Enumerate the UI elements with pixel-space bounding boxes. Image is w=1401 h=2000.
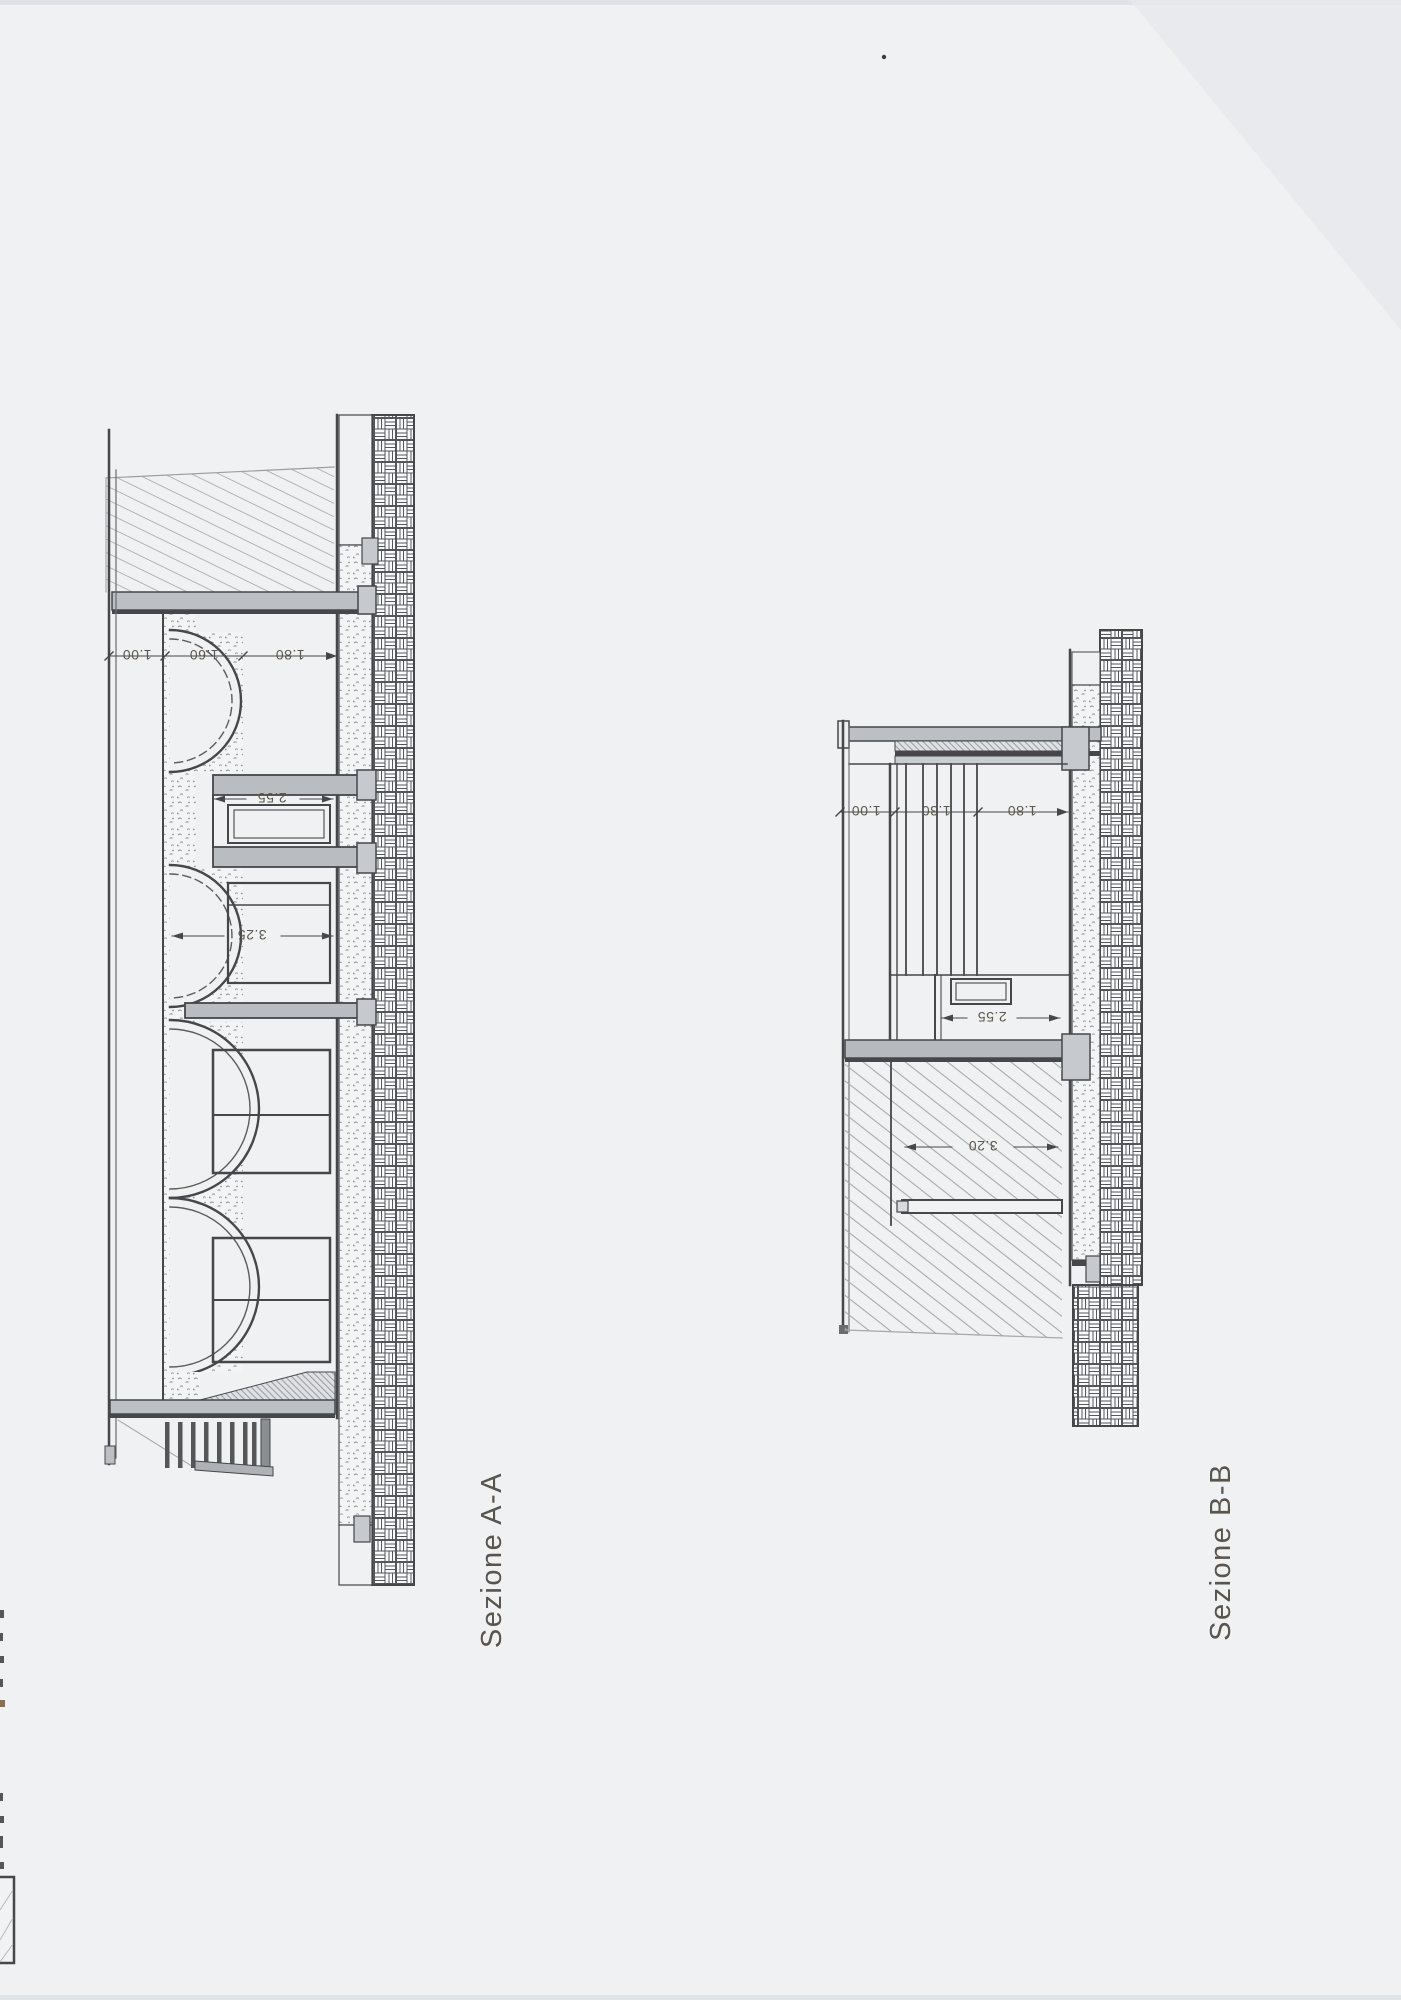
basketweave-wall-hatch bbox=[1100, 630, 1142, 1285]
left-edge-clipped-text-marks bbox=[0, 1610, 5, 1869]
section-a-drawing bbox=[105, 415, 508, 1648]
section-b-title: Sezione B-B bbox=[1205, 1463, 1237, 1641]
dim-chain-b bbox=[836, 803, 1068, 819]
dim-label-b3: 1.80 bbox=[1007, 803, 1037, 819]
dim-label-b-ground: 3.20 bbox=[968, 1138, 998, 1154]
dim-label-a2: 1.60 bbox=[189, 647, 219, 663]
window-mullions-b bbox=[890, 764, 1070, 1040]
section-a-title: Sezione A-A bbox=[476, 1471, 508, 1649]
room-b bbox=[935, 975, 1011, 1040]
dim-room-b bbox=[942, 1009, 1060, 1025]
dim-label-a-vault: 3.25 bbox=[237, 927, 267, 943]
section-b-drawing bbox=[836, 630, 1237, 1641]
wall-lining-stipple bbox=[339, 545, 372, 1525]
paper-speck bbox=[882, 55, 886, 59]
basketweave-foundation-hatch bbox=[1073, 1285, 1138, 1426]
terrain-hatch-a bbox=[106, 467, 334, 592]
dim-label-a3: 1.80 bbox=[275, 647, 305, 663]
dim-label-b2: 1.30 bbox=[921, 803, 951, 819]
stair-railing bbox=[165, 1422, 257, 1468]
legend-box-clipped bbox=[0, 1877, 14, 1963]
entrance-stair-a bbox=[110, 1372, 335, 1476]
basketweave-wall-hatch bbox=[372, 415, 414, 1585]
dim-label-a1: 1.00 bbox=[122, 647, 152, 663]
dim-label-b-room: 2.55 bbox=[977, 1009, 1007, 1025]
ramp-wedge bbox=[200, 1372, 335, 1400]
lower-beam bbox=[902, 1200, 1062, 1213]
railing-post bbox=[261, 1419, 270, 1472]
ground-hatch-b bbox=[845, 1062, 1062, 1338]
roof-slab-b bbox=[838, 721, 1101, 770]
dim-label-a-niche: 2.55 bbox=[257, 790, 287, 806]
dim-label-b1: 1.00 bbox=[851, 803, 881, 819]
wall-lining-stipple bbox=[1072, 685, 1100, 1260]
